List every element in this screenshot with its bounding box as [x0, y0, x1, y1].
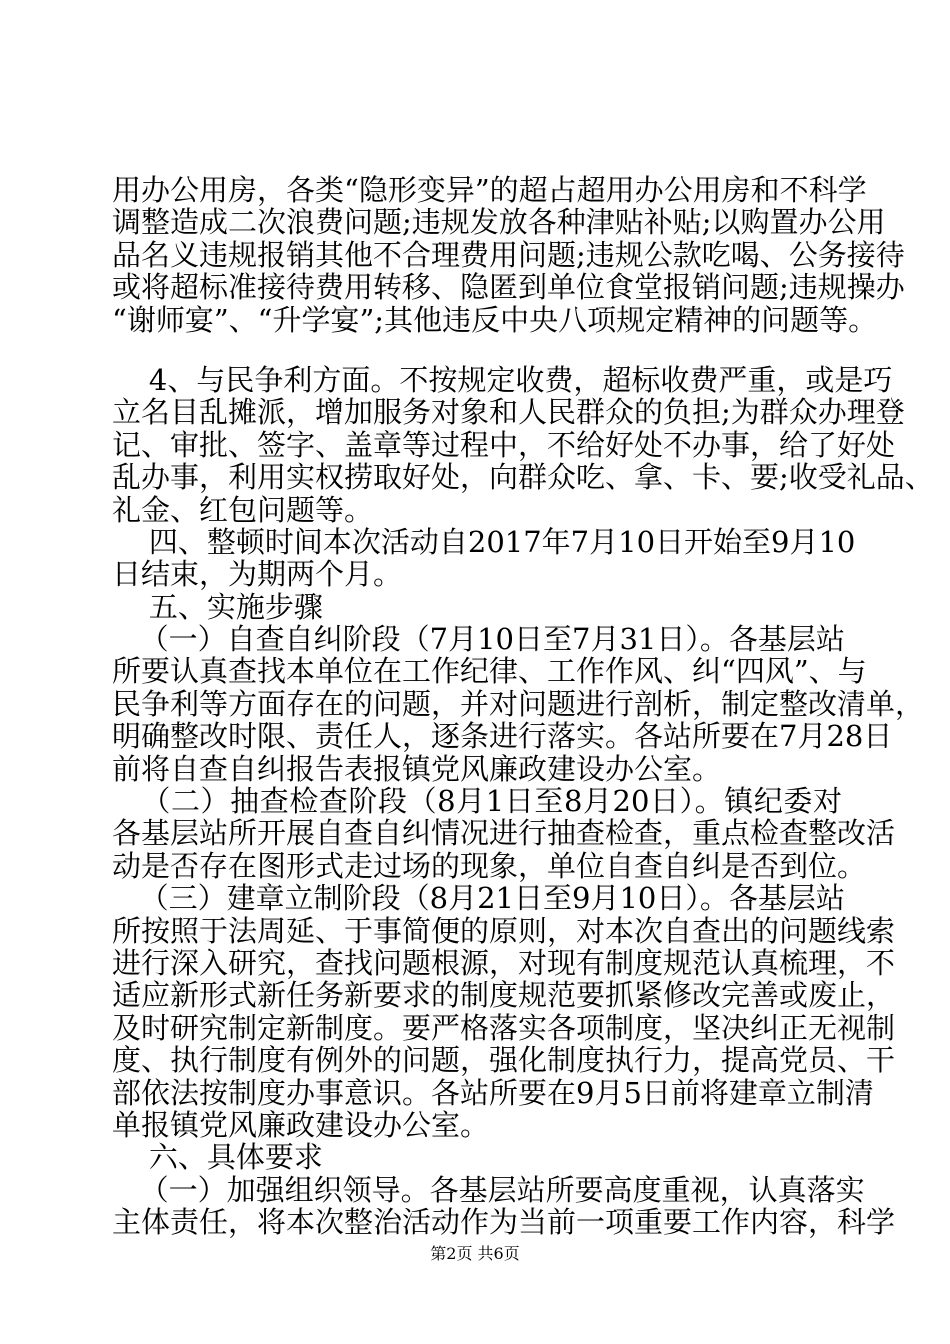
paragraph [112, 1172, 896, 1240]
text-line: 前将自查自纠报告表报镇党风廉政建设办公室。 [112, 751, 722, 786]
text-line: 礼金、红包问题等。 [112, 492, 374, 527]
text-line: 五、实施步骤 [112, 589, 323, 624]
text-line: 度、执行制度有例外的问题，强化制度执行力，提高党员、干 [112, 1043, 896, 1078]
page-footer: 第2页 共6页 [430, 1244, 520, 1263]
paragraph [112, 591, 842, 623]
text-line: 日结束，为期两个月。 [112, 557, 403, 592]
paragraph [112, 622, 925, 786]
text-line: 及时研究制定新制度。要严格落实各项制度，坚决纠正无视制 [112, 1010, 896, 1045]
text-line: （一）自查自纠阶段（7月10日至7月31日）。各基层站 [112, 622, 845, 657]
text-line: 明确整改时限、责任人，逐条进行落实。各站所要在7月28日 [112, 719, 893, 754]
text-line: 品名义违规报销其他不合理费用问题;违规公款吃喝、公务接待 [112, 237, 905, 272]
text-line: 民争利等方面存在的问题，并对问题进行剖析，制定整改清单， [112, 686, 925, 721]
text-line: （一）加强组织领导。各基层站所要高度重视，认真落实 [112, 1172, 865, 1207]
paragraph [112, 173, 905, 337]
paragraph-gap [112, 336, 842, 364]
paragraph [112, 1141, 842, 1173]
text-line: 所按照于法周延、于事简便的原则，对本次自查出的问题线索 [112, 913, 896, 948]
text-line: 各基层站所开展自查自纠情况进行抽查检查，重点检查整改活 [112, 816, 896, 851]
text-line: 部依法按制度办事意识。各站所要在9月5日前将建章立制清 [112, 1075, 874, 1110]
text-line: 调整造成二次浪费问题;违规发放各种津贴补贴;以购置办公用 [112, 205, 886, 240]
text-line: 或将超标准接待费用转移、隐匿到单位食堂报销问题;违规操办 [112, 270, 905, 305]
text-line: （三）建章立制阶段（8月21日至9月10日）。各基层站 [112, 881, 845, 916]
text-line: （二）抽查检查阶段（8月1日至8月20日）。镇纪委对 [112, 784, 842, 819]
document-body [112, 173, 934, 1240]
text-line: 进行深入研究，查找问题根源，对现有制度规范认真梳理，不 [112, 945, 896, 980]
paragraph [112, 362, 934, 527]
text-line: 单报镇党风廉政建设办公室。 [112, 1107, 490, 1142]
text-line: 动是否存在图形式走过场的现象，单位自查自纠是否到位。 [112, 848, 867, 883]
text-line: 主体责任，将本次整治活动作为当前一项重要工作内容，科学 [112, 1205, 896, 1240]
text-line: 乱办事，利用实权捞取好处，向群众吃、拿、卡、要;收受礼品、 [112, 460, 934, 495]
text-line: “谢师宴”、“升学宴”;其他违反中央八项规定精神的问题等。 [112, 302, 878, 337]
text-line: 适应新形式新任务新要求的制度规范要抓紧修改完善或废止， [112, 978, 896, 1013]
text-line: 4、与民争利方面。不按规定收费，超标收费严重，或是巧 [112, 362, 893, 397]
text-line: 记、审批、签字、盖章等过程中，不给好处不办事，给了好处 [112, 427, 896, 462]
text-line: 六、具体要求 [112, 1140, 323, 1175]
text-line: 四、整顿时间本次活动自2017年7月10日开始至9月10 [112, 524, 856, 559]
text-line: 立名目乱摊派，增加服务对象和人民群众的负担;为群众办理登 [112, 395, 905, 430]
paragraph [112, 784, 896, 883]
paragraph [112, 881, 896, 1142]
text-line: 用办公用房，各类“隐形变异”的超占超用办公用房和不科学 [112, 173, 867, 207]
text-line: 所要认真查找本单位在工作纪律、工作作风、纠“四风”、与 [112, 654, 867, 689]
paragraph [112, 524, 856, 592]
